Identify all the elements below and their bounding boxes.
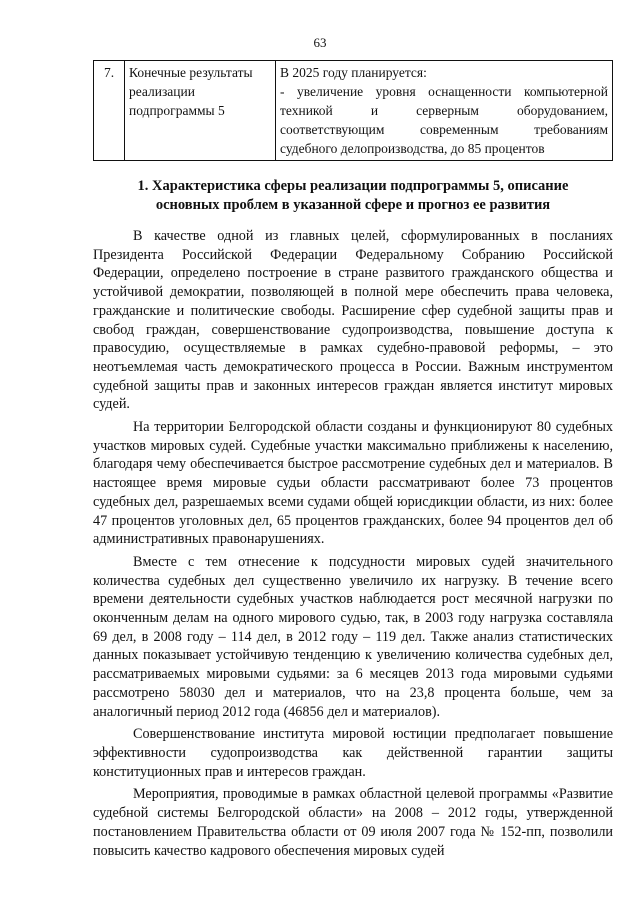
section-title — [93, 177, 613, 215]
section-title-line: основных проблем в указанной сфере и прогноз ее развития — [155, 197, 551, 213]
row-content-line: судебного делопроизводства, до 85 процентов — [280, 141, 545, 156]
row-label-line: подпрограммы 5 — [129, 103, 225, 118]
paragraph: Вместе с тем отнесение к подсудности мировых судей значительного количества судебных дел существенно увеличило их нагрузку. В течение всего времени деятельности судебных участков наблюдается рост месячной нагрузки по оконченным делам на одного мирового судью, так, в 2003 году нагрузка составляла 69 дел, в 2008 году – 114 дел, в 2012 году – 119 дел. Также анализ статистических данных показывает устойчивую тенденцию к увеличению количества судебных дел, рассматриваемых мировыми судьями: за 6 месяцев 2013 года мировыми судьями рассмотрено 58030 дел и материалов, что на 23,8 процента больше, чем за аналогичный период 2012 года (46856 дел и материалов). — [93, 553, 613, 720]
row-content-line: техникой и серверным оборудованием, — [280, 103, 608, 118]
row-content-line: - увеличение уровня оснащенности компьютерной — [280, 84, 608, 99]
paragraph: В качестве одной из главных целей, сформулированных в посланиях Президента Российской Федерации Федеральному Собранию Российской Федерации, определено построение в стране развитого гражданского общества и устойчивой демократии, позволяющей в полной мере обеспечить права человека, гражданские и политические свободы. Расширение сфер судебной защиты прав и свобод граждан, совершенствование судопроизводства, повышение доступа к правосудию, осуществляемые в рамках судебно-правовой реформы, – это неотъемлемая часть демократического процесса в России. Важным инструментом судебной защиты прав и законных интересов граждан является институт мировых судей. — [93, 228, 613, 413]
section-title-line: 1. Характеристика сферы реализации подпрограммы 5, описание — [137, 178, 569, 194]
row-content — [276, 61, 613, 161]
row-label-line: реализации — [129, 84, 195, 99]
goal-table — [93, 60, 613, 161]
row-label — [125, 61, 276, 161]
row-content-line: соответствующим современным требованиям — [280, 122, 608, 137]
paragraph: Мероприятия, проводимые в рамках областной целевой программы «Развитие судебной системы Белгородской области» на 2008 – 2012 годы, утвержденной постановлением Правительства области от 09 июля 2007 года № 152-пп, позволили повысить качество кадрового обеспечения мировых судей — [93, 786, 613, 859]
table-row — [94, 61, 613, 161]
paragraph: На территории Белгородской области созданы и функционируют 80 судебных участков мировых судей. Судебные участки максимально приближены к населению, благодаря чему обеспечивается быстрое рассмотрение судебных дел и материалов. В настоящее время мировые судьи области рассматривают более 73 процентов судебных дел, разрешаемых всеми судами общей юрисдикции области, из них: более 47 процентов уголовных дел, 65 процентов гражданских, более 94 процентов дел об административных правонарушениях. — [93, 419, 613, 548]
row-number: 7. — [94, 61, 125, 161]
row-content-line: В 2025 году планируется: — [280, 65, 427, 80]
page-number: 63 — [313, 35, 327, 50]
paragraph: Совершенствование института мировой юстиции предполагает повышение эффективности судопроизводства как действенной гарантии защиты конституционных прав и интересов граждан. — [93, 726, 613, 780]
body-text — [93, 227, 613, 864]
row-label-line: Конечные результаты — [129, 65, 253, 80]
